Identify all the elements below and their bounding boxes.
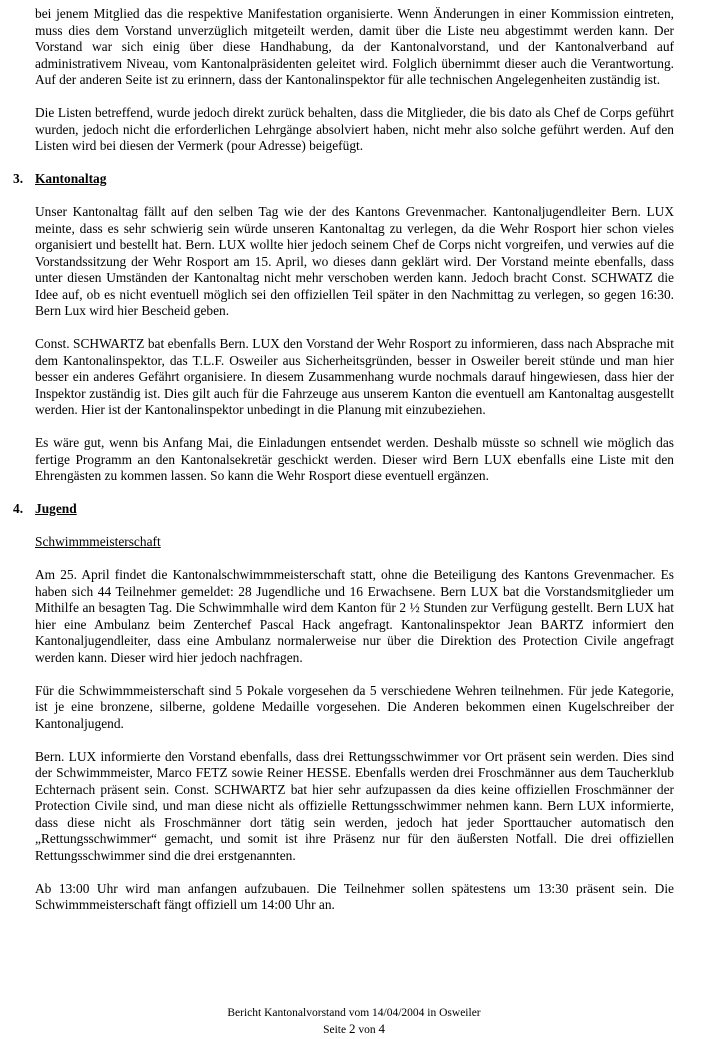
paragraph: Die Listen betreffend, wurde jedoch direkt zurück behalten, dass die Mitglieder, die bis dato als Chef de Corps geführt wurden, jedoch nicht die erforderlichen Lehrgänge absolviert haben, nicht mehr also solche geführt werden. Auf den Listen wird bei diesen der Vermerk (pour Adresse) beigefügt. — [35, 105, 674, 153]
page-separator: von — [358, 1024, 376, 1036]
paragraph: Unser Kantonaltag fällt auf den selben Tag wie der des Kantons Grevenmacher. Kantonaljugendleiter Bern. LUX meinte, dass es sehr schwierig sein würde unseren Kantonaltag zu verlegen, da die Wehr Rosport hier schon vieles organisiert und bestellt hat. Bern. LUX wollte hier jedoch seinem Chef de Corps nicht vorgreifen, und verwies auf die Vorstandssitzung der Wehr Rosport am 15. April, wo dieses dann geklärt wird. Der Vorstand meinte ebenfalls, dass unter diesen Umständen der Kantonaltag nicht mehr verschoben werden kann. Jedoch bracht Const. SCHWATZ die Idee auf, ob es nicht eventuell möglich sei den offiziellen Teil später in den Nachmittag zu verlegen, so gegen 16:30. Bern Lux wird hier Bescheid geben. — [35, 204, 674, 318]
page-footer — [0, 1006, 708, 1038]
paragraph: Es wäre gut, wenn bis Anfang Mai, die Einladungen entsendet werden. Deshalb müsste so schnell wie möglich das fertige Programm an den Kantonalsekretär geschickt werden. Dieser wird Bern LUX ebenfalls eine Liste mit den Ehrengästen zu kommen lassen. So kann die Wehr Rosport diese eventuell ergänzen. — [35, 435, 674, 483]
section-number: 4. — [13, 501, 24, 516]
subsection-title: Schwimmmeisterschaft — [35, 534, 161, 549]
section-title: Jugend — [35, 501, 77, 516]
section-heading-jugend — [13, 501, 674, 518]
paragraph: bei jenem Mitglied das die respektive Manifestation organisierte. Wenn Änderungen in einer Kommission eintreten, muss dies dem Vorstand unverzüglich mitgeteilt werden, damit über die Liste neu abgestimmt werden kann. Der Vorstand war sich einig über diese Handhabung, da der Kantonalvorstand, und der Kantonalverband auf administrativem Niveau, vom Kantonalpräsidenten geleitet wird. Folglich übernimmt dieser auch die Verantwortung. Auf der anderen Seite ist zu erinnern, dass der Kantonalinspektor für alle technischen Angelegenheiten zuständig ist. — [35, 6, 674, 87]
page-total: 4 — [378, 1021, 385, 1036]
page-current: 2 — [348, 1021, 356, 1036]
footer-page-number — [0, 1021, 708, 1038]
section-title: Kantonaltag — [35, 171, 107, 186]
paragraph: Const. SCHWARTZ bat ebenfalls Bern. LUX den Vorstand der Wehr Rosport zu informieren, dass nach Absprache mit dem Kantonalinspektor, das T.L.F. Osweiler aus Sicherheitsgründen, besser in Osweiler bereit stünde und man hier besser ein anderes Gefährt organisiere. In diesem Zusammenhang wurde nochmals darauf hingewiesen, dass hier der Inspektor zuständig ist. Dies gilt auch für die Fahrzeuge aus unserem Kanton die eventuell am Kantonaltag ausgestellt werden. Hier ist der Kantonalinspektor unbedingt in die Planung mit einzubeziehen. — [35, 336, 674, 417]
section-number: 3. — [13, 171, 24, 186]
paragraph: Für die Schwimmmeisterschaft sind 5 Pokale vorgesehen da 5 verschiedene Wehren teilnehmen. Für jede Kategorie, ist je eine bronzene, silberne, goldene Medaille vorgesehen. Die Anderen bekommen einen Kugelschreiber der Kantonaljugend. — [35, 682, 674, 731]
footer-report-line: Bericht Kantonalvorstand vom 14/04/2004 in Osweiler — [227, 1007, 481, 1019]
page-prefix: Seite — [323, 1024, 347, 1036]
paragraph: Bern. LUX informierte den Vorstand ebenfalls, dass drei Rettungsschwimmer vor Ort präsent sein werden. Dies sind der Schwimmmeister, Marco FETZ sowie Reiner HESSE. Ebenfalls werden drei Froschmänner aus dem Taucherklub Echternach präsent sein. Const. SCHWARTZ bat hier sehr aufzupassen da dies keine offiziellen Froschmänner der Protection Civile sind, und man diese nicht als offizielle Rettungsschwimmer nehmen kann. Bern LUX informierte, dass diese nicht als Froschmänner dort tätig sein werden, jedoch hat jeder Sporttaucher automatisch den „Rettungsschwimmer“ gemacht, und somit ist ihre Präsenz nur für den äußersten Notfall. Die drei offiziellen Rettungsschwimmer sind die drei erstgenannten. — [35, 748, 674, 863]
paragraph: Am 25. April findet die Kantonalschwimmmeisterschaft statt, ohne die Beteiligung des Kantons Grevenmacher. Es haben sich 44 Teilnehmer gemeldet: 28 Jugendliche und 16 Erwachsene. Bern LUX bat die Vorstandsmitglieder um Mithilfe an besagten Tag. Die Schwimmhalle wird dem Kanton für 2 ½ Stunden zur Verfügung gestellt. Bern LUX hat hier eine Ambulanz beim Zenterchef Pascal Hack angefragt. Kantonalinspektor Jean BARTZ informiert den Kantonaljugendleiter, dass eine Ambulanz normalerweise nur über die Direktion des Protection Civile angefragt werden kann. Dieser wird hier jedoch nachfragen. — [35, 567, 674, 665]
section-heading-kantonaltag — [13, 171, 674, 188]
paragraph: Ab 13:00 Uhr wird man anfangen aufzubauen. Die Teilnehmer sollen spätestens um 13:30 präsent sein. Die Schwimmmeisterschaft fängt offiziell um 14:00 Uhr an. — [35, 880, 674, 912]
document-body — [13, 6, 674, 930]
